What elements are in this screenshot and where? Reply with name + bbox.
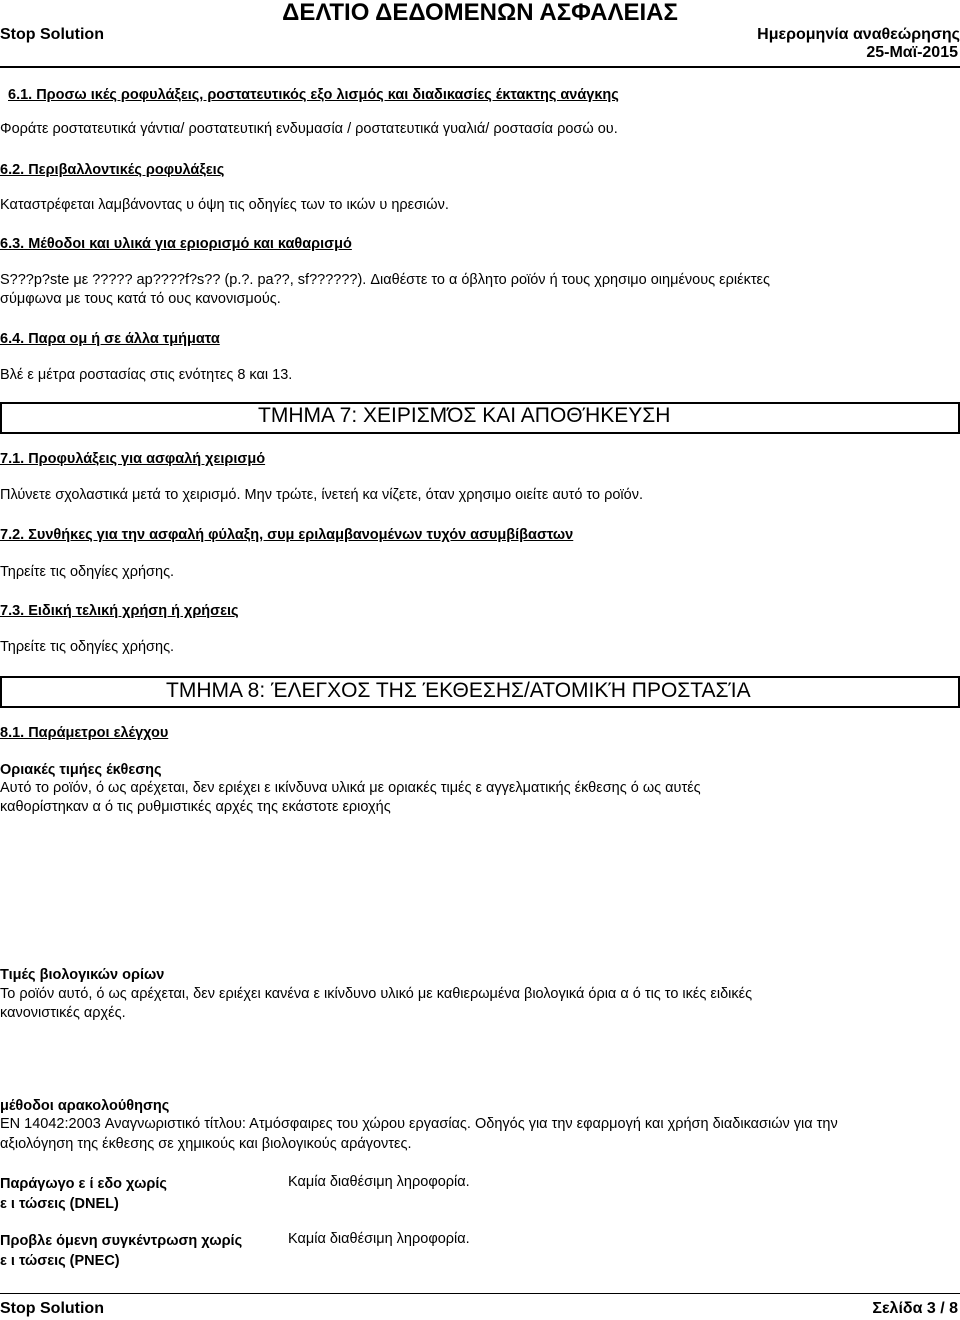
- heading-6-4: 6.4. Παρα ομ ή σε άλλα τμήματα: [0, 331, 220, 347]
- heading-7-1: 7.1. Προφυλάξεις για ασφαλή χειρισμό: [0, 451, 266, 467]
- heading-6-1: 6.1. Προσω ικές ροφυλάξεις, ροστατευτικός εξο λισμός και διαδικασίες έκτακτης ανάγκης: [8, 87, 619, 103]
- dnel-value: Καμία διαθέσιμη ληροφορία.: [288, 1174, 470, 1190]
- text-7-1: Πλύνετε σχολαστικά μετά το χειρισμό. Μην τρώτε, ίνετεή κα νίζετε, όταν χρησιμο οιείτε αυτό το ροϊόν.: [0, 487, 643, 503]
- bio-text-line1: Το ροϊόν αυτό, ό ως αρέχεται, δεν εριέχει κανένα ε ικίνδυνο υλικό με καθιερωμένα βιολογικά όρια α ό τις το ικές ειδικές: [0, 986, 753, 1002]
- pnec-label: [0, 1231, 280, 1271]
- section-7-title: ΤΜΗΜΑ 7: ΧΕΙΡΙΣΜΌΣ ΚΑΙ ΑΠΟΘΉΚΕΥΣΗ: [258, 404, 671, 427]
- dnel-label: [0, 1174, 280, 1214]
- text-6-1: Φοράτε ροστατευτικά γάντια/ ροστατευτική ενδυμασία / ροστατευτικά γυαλιά/ ροστασία ροσώ ου.: [0, 121, 618, 137]
- heading-8-1: 8.1. Παράμετροι ελέγχου: [0, 725, 169, 741]
- document-title: ΔΕΛΤΙΟ ΔΕΔΟΜΕΝΩΝ ΑΣΦΑΛΕΙΑΣ: [282, 0, 678, 26]
- pnec-label-line1: Προβλε όμενη συγκέντρωση χωρίς: [0, 1233, 243, 1249]
- header-company: Stop Solution: [0, 26, 104, 43]
- monitoring-text-line2: αξιολόγηση της έκθεσης σε χημικούς και βιολογικούς αράγοντες.: [0, 1136, 412, 1152]
- pnec-label-line2: ε ι τώσεις (PNEC): [0, 1253, 120, 1269]
- oel-heading: Οριακές τιμήες έκθεσης: [0, 762, 162, 778]
- oel-text-line2: καθορίστηκαν α ό τις ρυθμιστικές αρχές της εκάστοτε εριοχής: [0, 799, 391, 815]
- dnel-label-line1: Παράγωγο ε ί εδο χωρίς: [0, 1176, 167, 1192]
- revision-date-label: Ημερομηνία αναθεώρησης: [757, 26, 960, 43]
- bio-text-line2: κανονιστικές αρχές.: [0, 1005, 126, 1021]
- oel-text-line1: Αυτό το ροϊόν, ό ως αρέχεται, δεν εριέχει ε ικίνδυνα υλικά με οριακές τιμές ε αγγελματικής έκθεσης ό ως αυτές: [0, 780, 701, 796]
- text-7-3: Τηρείτε τις οδηγίες χρήσης.: [0, 639, 175, 655]
- header-divider: [0, 66, 960, 68]
- heading-6-2: 6.2. Περιβαλλοντικές ροφυλάξεις: [0, 162, 225, 178]
- heading-6-3: 6.3. Μέθοδοι και υλικά για εριορισμό και καθαρισμό: [0, 236, 352, 252]
- text-6-3-line2: σύμφωνα με τους κατά τό ους κανονισμούς.: [0, 291, 281, 307]
- monitoring-heading: μέθοδοι αρακολούθησης: [0, 1098, 170, 1114]
- pnec-value: Καμία διαθέσιμη ληροφορία.: [288, 1231, 470, 1247]
- text-7-2: Τηρείτε τις οδηγίες χρήσης.: [0, 564, 175, 580]
- revision-date: 25-Μαϊ-2015: [866, 44, 958, 61]
- text-6-3-line1: S???p?ste με ????? ap????f?s?? (p.?. pa??, sf??????). Διαθέστε το α όβλητο ροϊόν ή τους χρησιμο οιημένους εριέκτες: [0, 272, 771, 288]
- dnel-label-line2: ε ι τώσεις (DNEL): [0, 1196, 119, 1212]
- text-6-4: Βλέ ε μέτρα ροστασίας στις ενότητες 8 και 13.: [0, 367, 293, 383]
- text-6-2: Καταστρέφεται λαμβάνοντας υ όψη τις οδηγίες των το ικών υ ηρεσιών.: [0, 197, 449, 213]
- monitoring-text-line1: EN 14042:2003 Αναγνωριστικό τίτλου: Ατμόσφαιρες του χώρου εργασίας. Οδηγός για την εφαρμογή και χρήση διαδικασιών για την: [0, 1116, 838, 1132]
- page-number: Σελίδα 3 / 8: [872, 1300, 958, 1317]
- footer-divider: [0, 1293, 960, 1294]
- bio-heading: Τιμές βιολογικών ορίων: [0, 967, 165, 983]
- section-8-title: ΤΜΗΜΑ 8: ΈΛΕΓΧΟΣ ΤΗΣ ΈΚΘΕΣΗΣ/ΑΤΟΜΙΚΉ ΠΡΟΣΤΑΣΊΑ: [166, 679, 751, 702]
- footer-company: Stop Solution: [0, 1300, 104, 1317]
- heading-7-3: 7.3. Ειδική τελική χρήση ή χρήσεις: [0, 603, 239, 619]
- heading-7-2: 7.2. Συνθήκες για την ασφαλή φύλαξη, συμ εριλαμβανομένων τυχόν ασυμβίβαστων: [0, 527, 574, 543]
